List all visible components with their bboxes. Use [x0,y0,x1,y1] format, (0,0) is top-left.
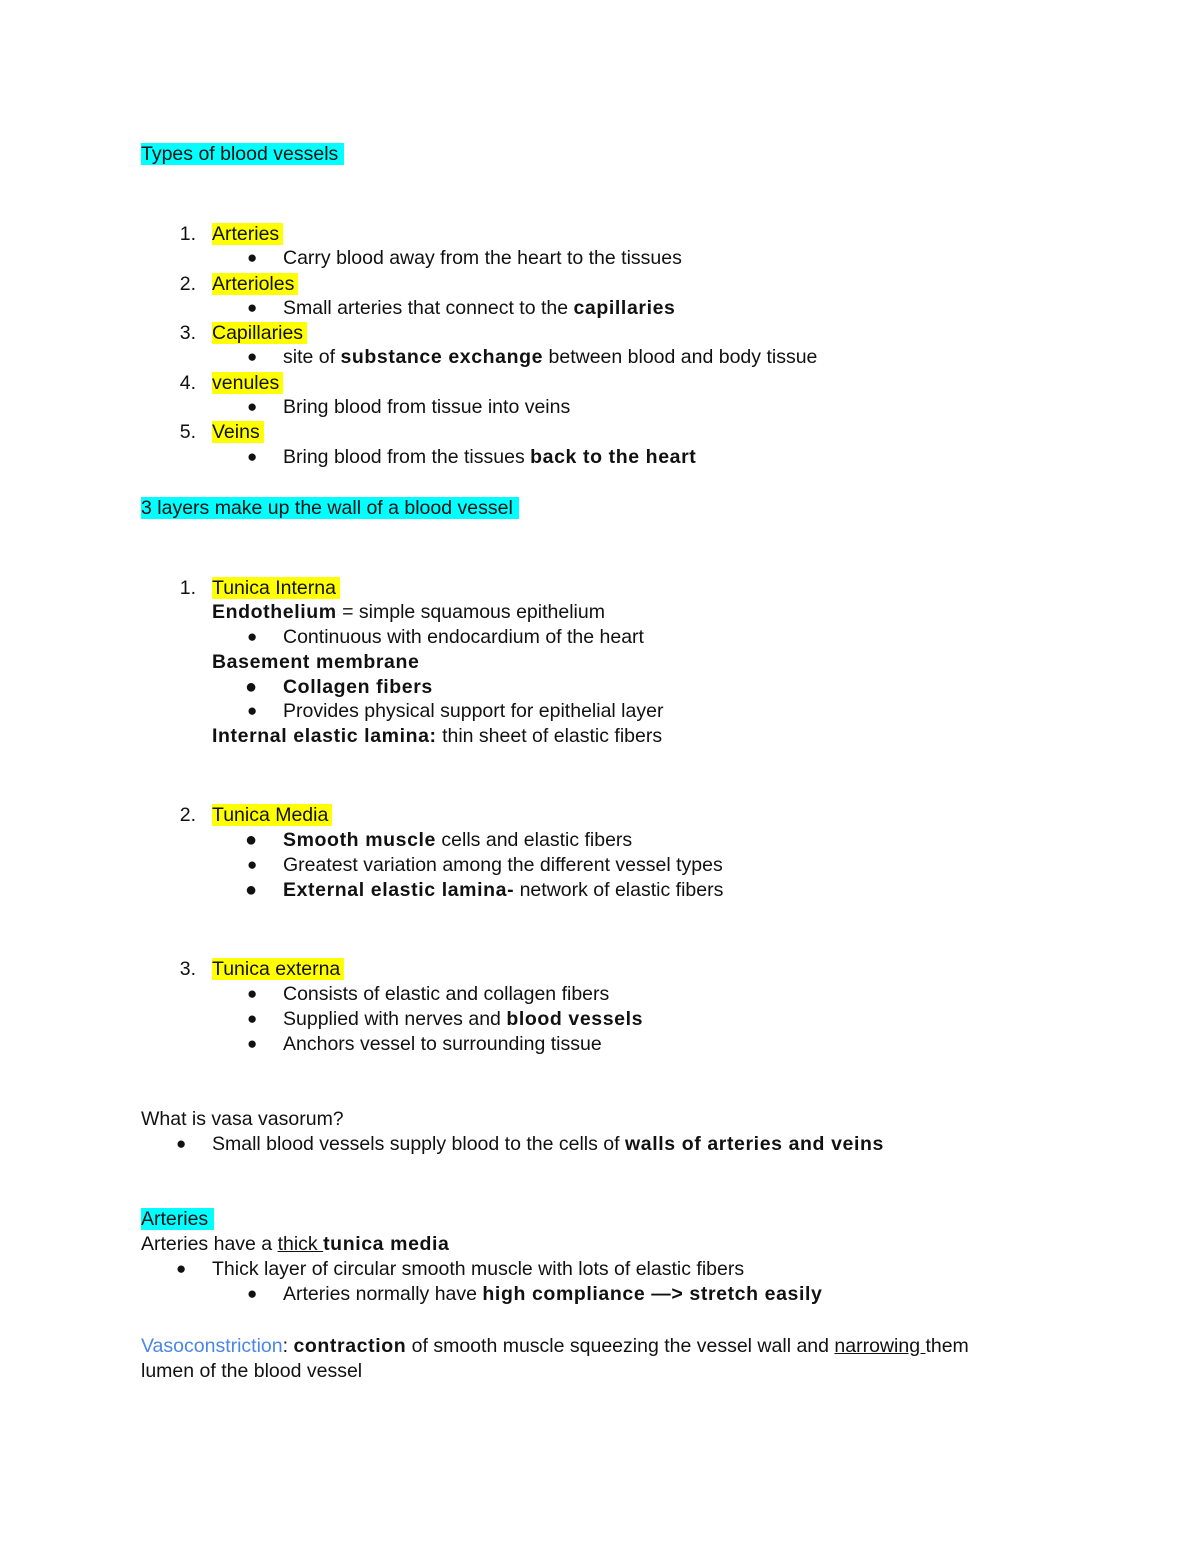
list-number: 1. [179,223,196,245]
list-item-label: Arteries [212,222,283,246]
heading-arteries: Arteries [141,1207,214,1231]
bullet-icon: ● [247,627,258,646]
bullet-icon: ● [245,676,258,698]
bullet-text: Provides physical support for epithelial layer [283,700,664,722]
heading-types: Types of blood vessels [141,142,344,166]
bullet-icon: ● [247,298,258,317]
bullet-icon: ● [247,1034,258,1053]
bullet-icon: ● [245,879,258,901]
bullet-text: Supplied with nerves and blood vessels [283,1008,644,1030]
list-item-desc: Small arteries that connect to the capillaries [283,297,676,319]
bullet-text: Smooth muscle cells and elastic fibers [283,829,633,851]
layer-label-media: Tunica Media [212,803,332,827]
heading-layers: 3 layers make up the wall of a blood vessel [141,496,519,520]
bullet-text: Small blood vessels supply blood to the cells of walls of arteries and veins [212,1133,884,1155]
list-number: 4. [179,372,196,394]
vasa-question: What is vasa vasorum? [141,1108,344,1130]
bullet-text: Thick layer of circular smooth muscle with lots of elastic fibers [212,1258,745,1280]
bullet-text: Greatest variation among the different vessel types [283,854,723,876]
list-number: 3. [179,958,196,980]
list-item-desc: Carry blood away from the heart to the tissues [283,247,682,269]
list-number: 3. [179,322,196,344]
list-item-desc: Bring blood from the tissues back to the heart [283,446,697,468]
bullet-icon: ● [247,248,258,267]
bullet-icon: ● [247,447,258,466]
bullet-text: Anchors vessel to surrounding tissue [283,1033,602,1055]
bullet-icon: ● [176,1134,187,1153]
list-number: 1. [179,577,196,599]
list-number: 5. [179,421,196,443]
bullet-text: Continuous with endocardium of the heart [283,626,644,648]
bullet-icon: ● [247,347,258,366]
bullet-icon: ● [247,1284,258,1303]
bullet-icon: ● [176,1259,187,1278]
bullet-text: External elastic lamina- network of elastic fibers [283,879,724,901]
list-item-label: venules [212,371,283,395]
bullet-icon: ● [245,829,258,851]
bullet-icon: ● [247,397,258,416]
bullet-icon: ● [247,984,258,1003]
bullet-icon: ● [247,701,258,720]
list-number: 2. [179,804,196,826]
endothelium-line: Endothelium = simple squamous epithelium [212,601,605,623]
bullet-text: Consists of elastic and collagen fibers [283,983,610,1005]
internal-elastic-lamina: Internal elastic lamina: thin sheet of elastic fibers [212,725,663,747]
arteries-line: Arteries have a thick tunica media [141,1233,450,1255]
vasoconstriction-line-2: lumen of the blood vessel [141,1360,363,1382]
list-number: 2. [179,273,196,295]
list-item-label: Veins [212,420,264,444]
list-item-desc: Bring blood from tissue into veins [283,396,571,418]
list-item-label: Capillaries [212,321,307,345]
bullet-icon: ● [247,855,258,874]
list-item-desc: site of substance exchange between blood and body tissue [283,346,818,368]
layer-label-interna: Tunica Interna [212,576,340,600]
basement-membrane: Basement membrane [212,651,420,673]
list-item-label: Arterioles [212,272,298,296]
vasoconstriction-line: Vasoconstriction: contraction of smooth muscle squeezing the vessel wall and narrowing them [141,1335,969,1357]
layer-label-externa: Tunica externa [212,957,344,981]
bullet-icon: ● [247,1009,258,1028]
bullet-text: Collagen fibers [283,676,433,698]
bullet-text: Arteries normally have high compliance —> stretch easily [283,1283,823,1305]
